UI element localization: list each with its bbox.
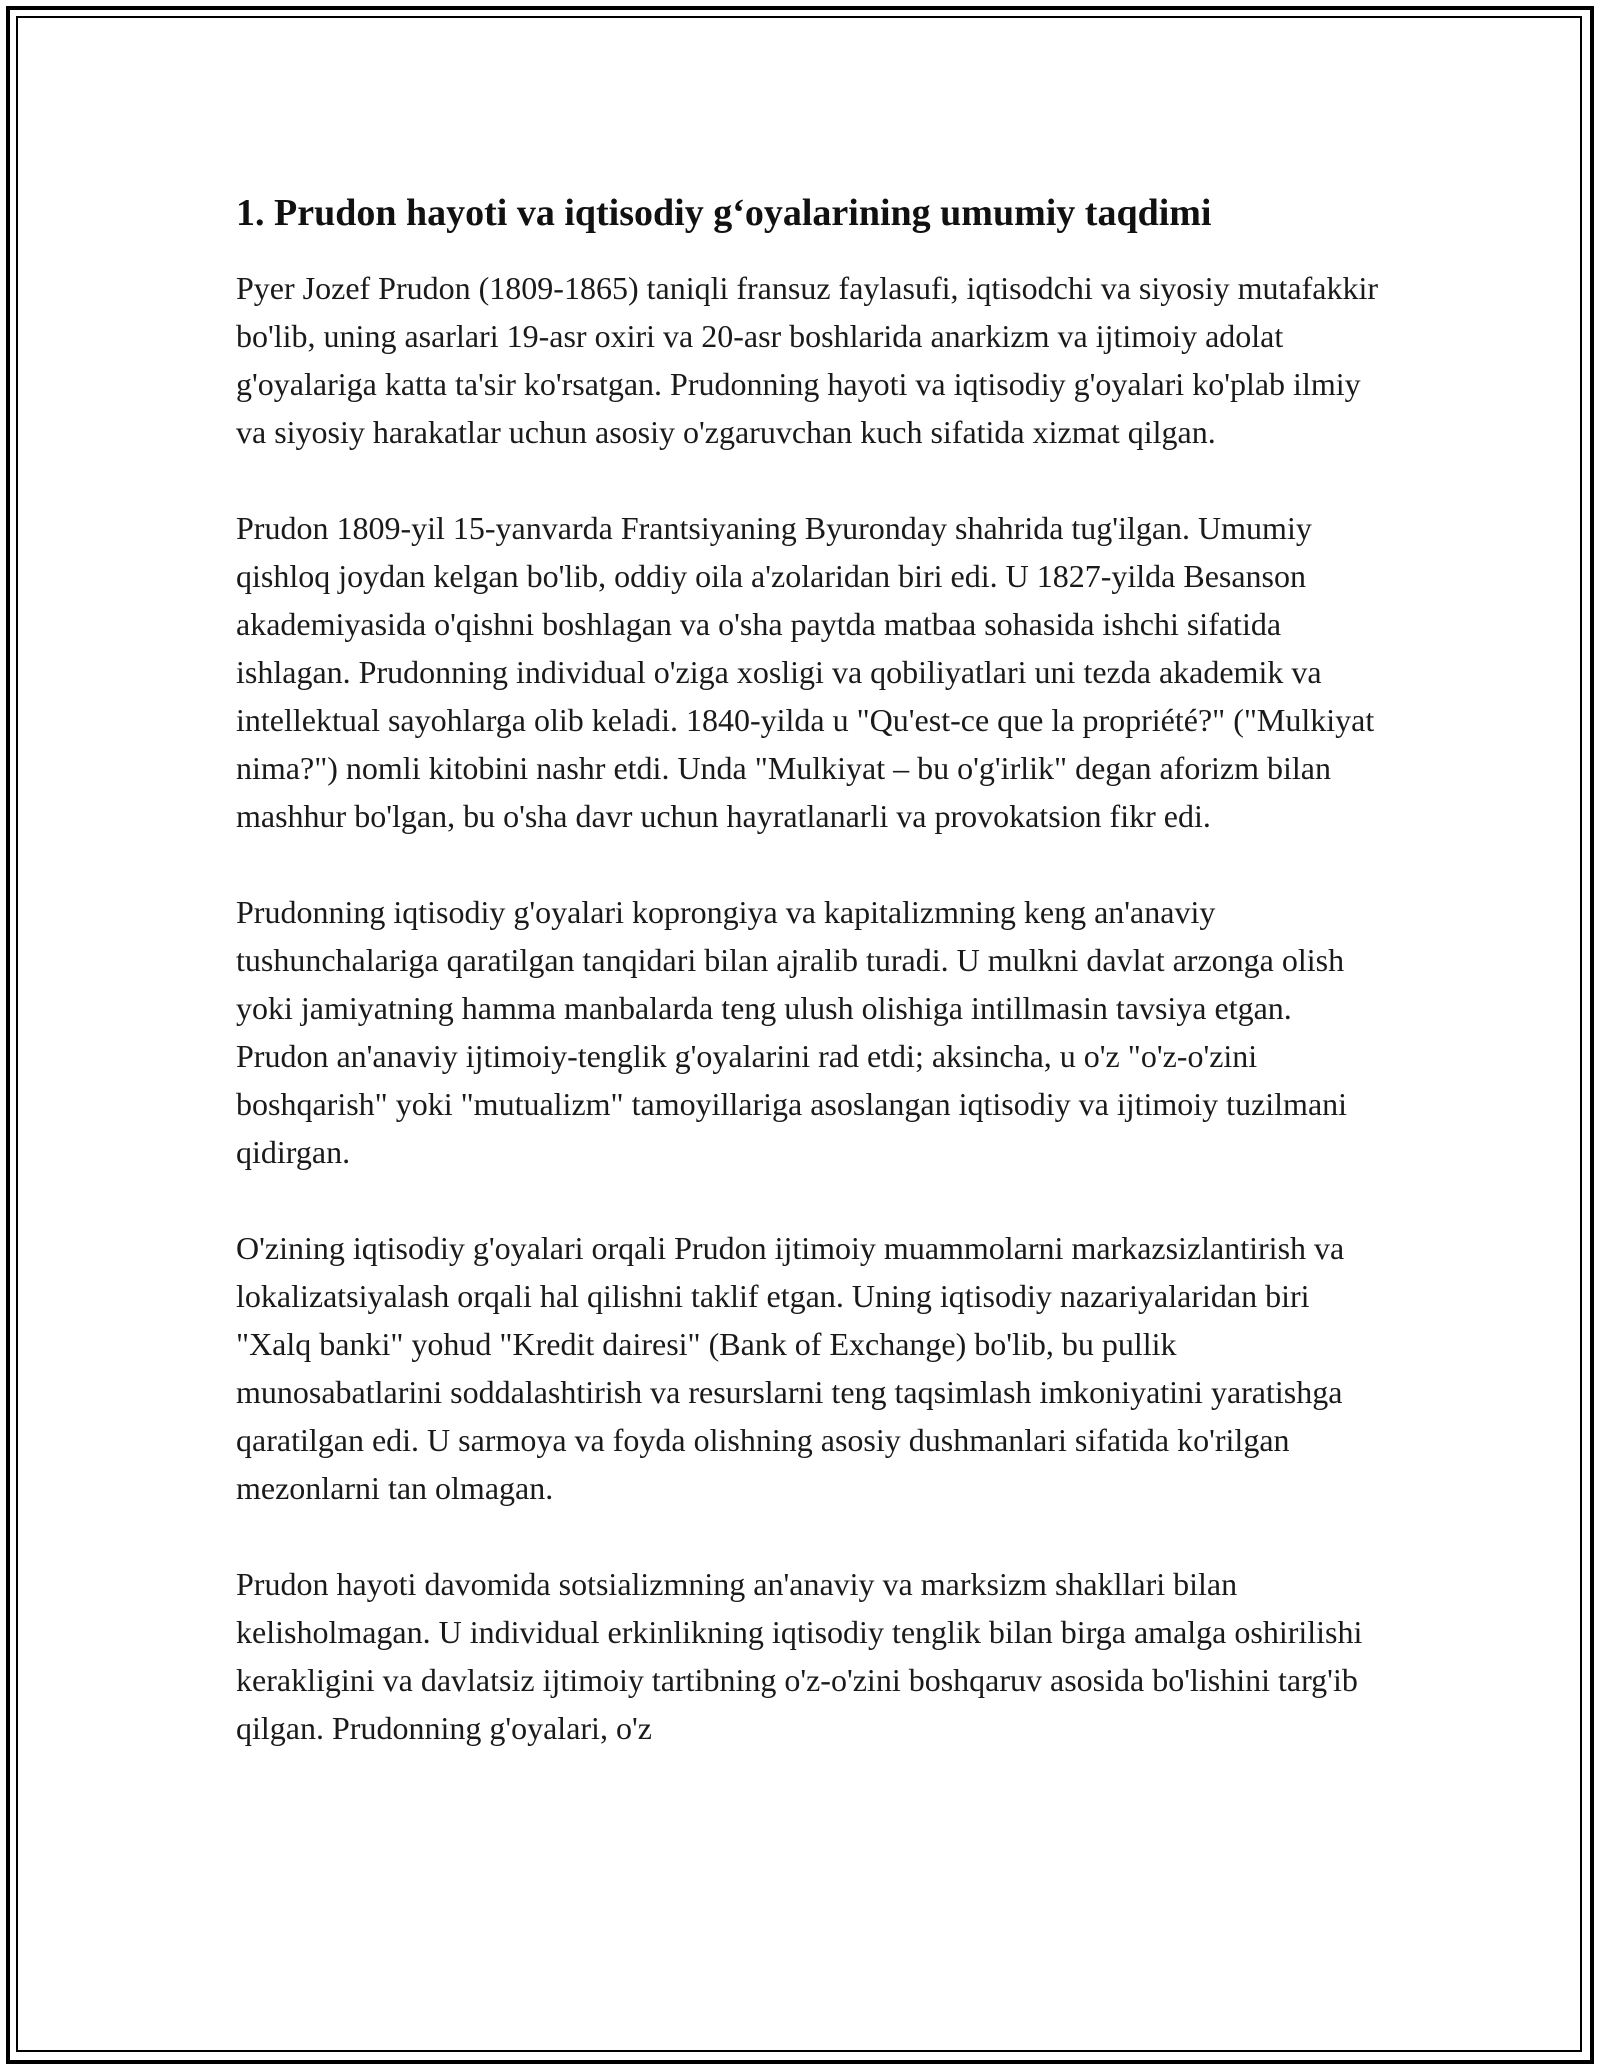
paragraph-5: Prudon hayoti davomida sotsializmning an'anaviy va marksizm shakllari bilan kelisholmagan. U individual erkinlikning iqtisodiy tenglik bilan birga amalga oshirilishi kerakligini va davlatsiz ijtimoiy tartibning o'z-o'zini boshqaruv asosida bo'lishini targ'ib qilgan. Prudonning g'oyalari, o'z bbox=[236, 1566, 1363, 1746]
paragraph-1: Pyer Jozef Prudon (1809-1865) taniqli fransuz faylasufi, iqtisodchi va siyosiy mutafakkir bo'lib, uning asarlari 19-asr oxiri va 20-asr boshlarida anarkizm va ijtimoiy adolat g'oyalariga katta ta'sir ko'rsatgan. Prudonning hayoti va iqtisodiy g'oyalari ko'plab ilmiy va siyosiy harakatlar uchun asosiy o'zgaruvchan kuch sifatida xizmat qilgan. bbox=[236, 270, 1378, 450]
document-body bbox=[236, 186, 1386, 1800]
paragraph-2: Prudon 1809-yil 15-yanvarda Frantsiyaning Byuronday shahrida tug'ilgan. Umumiy qishloq joydan kelgan bo'lib, oddiy oila a'zolaridan biri edi. U 1827-yilda Besanson akademiyasida o'qishni boshlagan va o'sha paytda matbaa sohasida ishchi sifatida ishlagan. Prudonning individual o'ziga xosligi va qobiliyatlari uni tezda akademik va intellektual sayohlarga olib keladi. 1840-yilda u "Qu'est-ce que la propriété?" ("Mulkiyat nima?") nomli kitobini nashr etdi. Unda "Mulkiyat – bu o'g'irlik" degan aforizm bilan mashhur bo'lgan, bu o'sha davr uchun hayratlanarli va provokatsion fikr edi. bbox=[236, 510, 1375, 834]
paragraph-4: O'zining iqtisodiy g'oyalari orqali Prudon ijtimoiy muammolarni markazsizlantirish va lokalizatsiyalash orqali hal qilishni taklif etgan. Uning iqtisodiy nazariyalaridan biri "Xalq banki" yohud "Kredit dairesi" (Bank of Exchange) bo'lib, bu pullik munosabatlarini soddalashtirish va resurslarni teng taqsimlash imkoniyatini yaratishga qaratilgan edi. U sarmoya va foyda olishning asosiy dushmanlari sifatida ko'rilgan mezonlarni tan olmagan. bbox=[236, 1230, 1345, 1506]
paragraph-3: Prudonning iqtisodiy g'oyalari koprongiya va kapitalizmning keng an'anaviy tushunchalariga qaratilgan tanqidari bilan ajralib turadi. U mulkni davlat arzonga olish yoki jamiyatning hamma manbalarda teng ulush olishiga intillmasin tavsiya etgan. Prudon an'anaviy ijtimoiy-tenglik g'oyalarini rad etdi; aksincha, u o'z "o'z-o'zini boshqarish" yoki "mutualizm" tamoyillariga asoslangan iqtisodiy va ijtimoiy tuzilmani qidirgan. bbox=[236, 894, 1348, 1170]
section-heading: 1. Prudon hayoti va iqtisodiy gʻoyalarining umumiy taqdimi bbox=[236, 192, 1212, 234]
